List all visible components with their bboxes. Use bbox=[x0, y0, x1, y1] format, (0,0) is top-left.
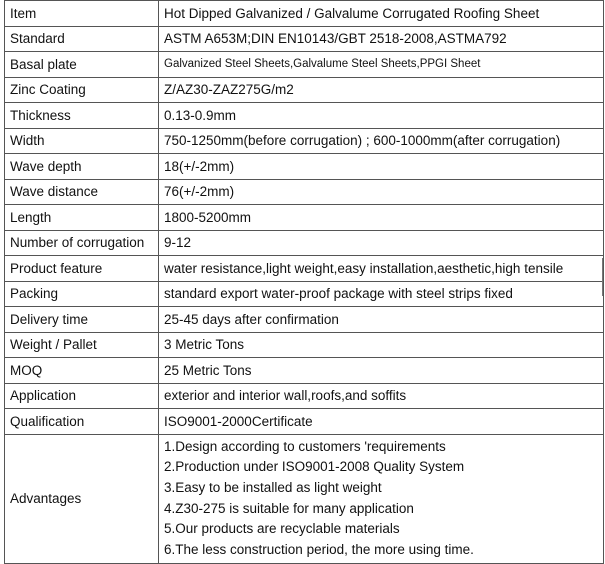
table-row bbox=[5, 434, 604, 563]
row-label-width: Width bbox=[5, 128, 159, 154]
row-label-zinc-coating: Zinc Coating bbox=[5, 77, 159, 103]
row-value-thickness: 0.13-0.9mm bbox=[159, 103, 604, 129]
row-value-wave-depth: 18(+/-2mm) bbox=[159, 154, 604, 180]
table-row bbox=[5, 383, 604, 409]
row-value-weight-pallet: 3 Metric Tons bbox=[159, 332, 604, 358]
table-row bbox=[5, 332, 604, 358]
row-label-thickness: Thickness bbox=[5, 103, 159, 129]
row-label-advantages: Advantages bbox=[5, 434, 159, 563]
table-row bbox=[5, 154, 604, 180]
row-label-length: Length bbox=[5, 205, 159, 231]
row-value-zinc-coating: Z/AZ30-ZAZ275G/m2 bbox=[159, 77, 604, 103]
row-label-product-feature: Product feature bbox=[5, 256, 159, 282]
table-row bbox=[5, 256, 604, 282]
advantage-item: 1.Design according to customers 'requirements bbox=[164, 438, 446, 454]
table-row bbox=[5, 205, 604, 231]
table-row bbox=[5, 26, 604, 52]
row-label-application: Application bbox=[5, 383, 159, 409]
row-label-weight-pallet: Weight / Pallet bbox=[5, 332, 159, 358]
row-value-basal-plate: Galvanized Steel Sheets,Galvalume Steel Sheets,PPGI Sheet bbox=[159, 52, 604, 78]
table-row bbox=[5, 179, 604, 205]
row-value-number-of-corrugation: 9-12 bbox=[159, 230, 604, 256]
row-label-standard: Standard bbox=[5, 26, 159, 52]
row-label-item: Item bbox=[5, 1, 159, 27]
row-label-delivery-time: Delivery time bbox=[5, 307, 159, 333]
table-row bbox=[5, 409, 604, 435]
advantage-item: 2.Production under ISO9001-2008 Quality System bbox=[164, 459, 465, 475]
row-label-wave-depth: Wave depth bbox=[5, 154, 159, 180]
row-value-packing: standard export water-proof package with steel strips fixed bbox=[159, 281, 604, 307]
table-row bbox=[5, 1, 604, 27]
row-label-packing: Packing bbox=[5, 281, 159, 307]
table-row bbox=[5, 281, 604, 307]
row-label-wave-distance: Wave distance bbox=[5, 179, 159, 205]
row-value-item: Hot Dipped Galvanized / Galvalume Corrugated Roofing Sheet bbox=[159, 1, 604, 27]
advantage-item: 4.Z30-275 is suitable for many application bbox=[164, 500, 414, 516]
scroll-edge-mark bbox=[602, 258, 603, 296]
table-row bbox=[5, 77, 604, 103]
row-label-basal-plate: Basal plate bbox=[5, 52, 159, 78]
row-value-qualification: ISO9001-2000Certificate bbox=[159, 409, 604, 435]
advantages-list bbox=[159, 434, 604, 563]
advantage-item: 5.Our products are recyclable materials bbox=[164, 521, 400, 537]
row-label-number-of-corrugation: Number of corrugation bbox=[5, 230, 159, 256]
row-label-qualification: Qualification bbox=[5, 409, 159, 435]
row-value-wave-distance: 76(+/-2mm) bbox=[159, 179, 604, 205]
table-row bbox=[5, 103, 604, 129]
advantage-item: 3.Easy to be installed as light weight bbox=[164, 479, 382, 495]
row-value-moq: 25 Metric Tons bbox=[159, 358, 604, 384]
table-row bbox=[5, 52, 604, 78]
table-row bbox=[5, 307, 604, 333]
table-row bbox=[5, 128, 604, 154]
table-row bbox=[5, 358, 604, 384]
table-row bbox=[5, 230, 604, 256]
row-value-product-feature: water resistance,light weight,easy installation,aesthetic,high tensile bbox=[159, 256, 604, 282]
row-value-length: 1800-5200mm bbox=[159, 205, 604, 231]
row-value-width: 750-1250mm(before corrugation) ; 600-1000mm(after corrugation) bbox=[159, 128, 604, 154]
row-value-delivery-time: 25-45 days after confirmation bbox=[159, 307, 604, 333]
advantage-item: 6.The less construction period, the more using time. bbox=[164, 542, 474, 558]
spec-table bbox=[4, 0, 604, 564]
row-value-standard: ASTM A653M;DIN EN10143/GBT 2518-2008,ASTMA792 bbox=[159, 26, 604, 52]
row-label-moq: MOQ bbox=[5, 358, 159, 384]
row-value-application: exterior and interior wall,roofs,and soffits bbox=[159, 383, 604, 409]
